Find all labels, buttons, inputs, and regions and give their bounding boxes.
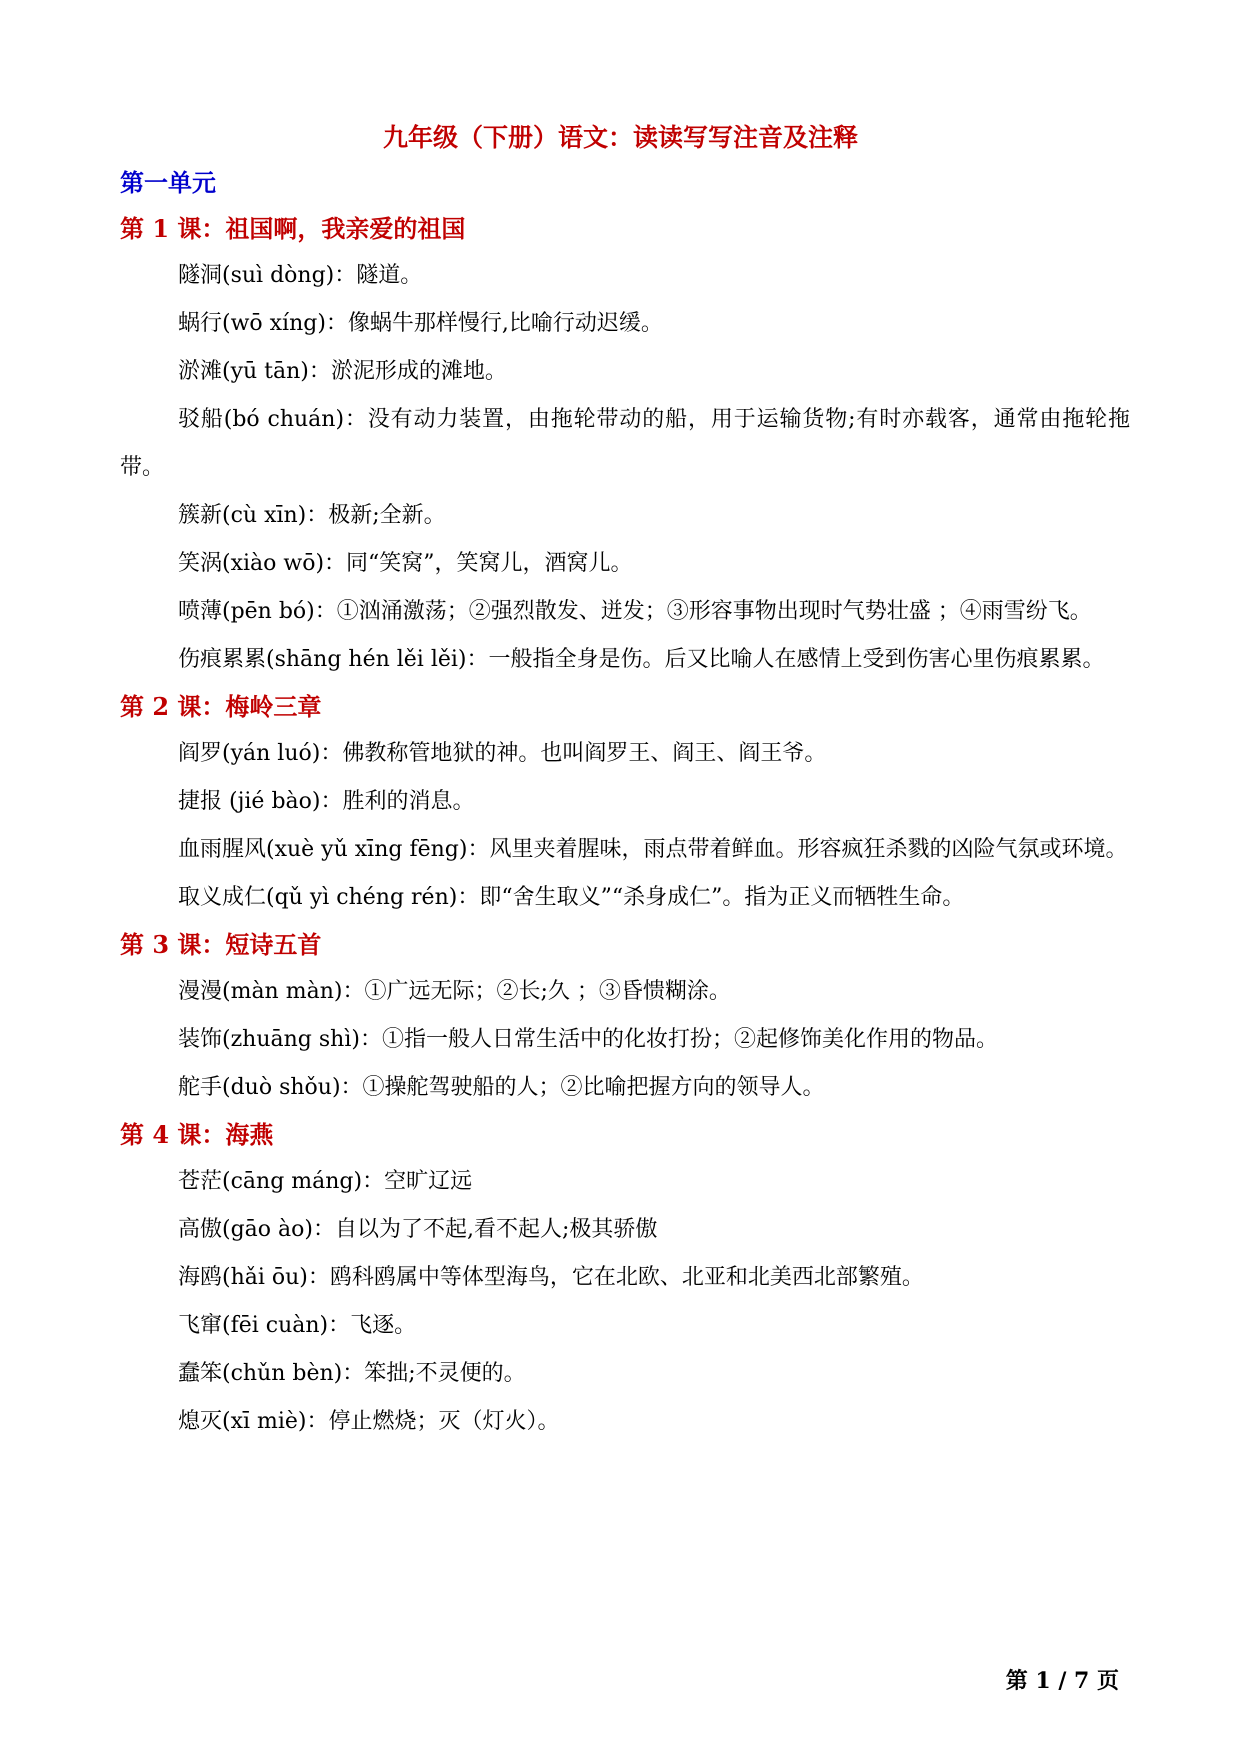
vocab-entry: 驳船(bó chuán)：没有动力装置，由拖轮带动的船，用于运输货物;有时亦载客，通常由拖轮拖带。 bbox=[120, 407, 1130, 480]
lesson-4-heading: 第 4 课：海燕 bbox=[120, 1120, 274, 1149]
vocab-entry: 阎罗(yán luó)：佛教称管地狱的神。也叫阎罗王、阎王、阎王爷。 bbox=[178, 741, 827, 766]
vocab-entry: 舵手(duò shǒu)：①操舵驾驶船的人；②比喻把握方向的领导人。 bbox=[178, 1075, 825, 1100]
vocab-entry: 蜗行(wō xíng)：像蜗牛那样慢行,比喻行动迟缓。 bbox=[178, 311, 663, 336]
lesson-3-heading: 第 3 课：短诗五首 bbox=[120, 930, 322, 959]
vocab-entry: 喷薄(pēn bó)：①汹涌激荡；②强烈散发、迸发；③形容事物出现时气势壮盛 ；④雨雪纷飞。 bbox=[178, 599, 1092, 624]
lesson-1-heading: 第 1 课：祖国啊，我亲爱的祖国 bbox=[120, 214, 466, 243]
vocab-entry: 飞窜(fēi cuàn)：飞逐。 bbox=[178, 1313, 417, 1338]
vocab-entry: 蠢笨(chǔn bèn)：笨拙;不灵便的。 bbox=[178, 1361, 526, 1386]
page-number: 第 1 / 7 页 bbox=[1005, 1668, 1119, 1694]
unit-heading: 第一单元 bbox=[120, 168, 216, 197]
vocab-entry: 取义成仁(qǔ yì chéng rén)：即“舍生取义”“杀身成仁”。指为正义而牺牲生命。 bbox=[178, 885, 965, 910]
vocab-entry: 簇新(cù xīn)：极新;全新。 bbox=[178, 503, 446, 528]
vocab-entry: 血雨腥风(xuè yǔ xīng fēng)：风里夹着腥味，雨点带着鲜血。形容疯狂杀戮的凶险气氛或环境。 bbox=[178, 837, 1128, 862]
vocab-entry: 淤滩(yū tān)：淤泥形成的滩地。 bbox=[178, 359, 507, 384]
vocab-entry: 笑涡(xiào wō)：同“笑窝”，笑窝儿，酒窝儿。 bbox=[178, 551, 633, 576]
vocab-entry: 海鸥(hǎi ōu)：鸥科鸥属中等体型海鸟，它在北欧、北亚和北美西北部繁殖。 bbox=[178, 1265, 924, 1290]
vocab-entry: 隧洞(suì dòng)：隧道。 bbox=[178, 263, 423, 288]
lesson-2-heading: 第 2 课：梅岭三章 bbox=[120, 692, 322, 721]
vocab-entry: 伤痕累累(shāng hén lěi lěi)：一般指全身是伤。后又比喻人在感情上受到伤害心里伤痕累累。 bbox=[178, 647, 1105, 672]
document-body bbox=[120, 160, 1130, 1446]
vocab-entry: 装饰(zhuāng shì)：①指一般人日常生活中的化妆打扮；②起修饰美化作用的物品。 bbox=[178, 1027, 998, 1052]
vocab-entry: 熄灭(xī miè)：停止燃烧；灭（灯火）。 bbox=[178, 1409, 560, 1434]
document-title: 九年级（下册）语文：读读写写注音及注释 bbox=[382, 123, 858, 152]
vocab-entry: 漫漫(màn màn)：①广远无际；②长;久 ；③昏愦糊涂。 bbox=[178, 979, 731, 1004]
vocab-entry: 高傲(gāo ào)：自以为了不起,看不起人;极其骄傲 bbox=[178, 1217, 658, 1242]
vocab-entry: 捷报 (jié bào)：胜利的消息。 bbox=[178, 789, 475, 814]
vocab-entry: 苍茫(cāng máng)：空旷辽远 bbox=[178, 1169, 473, 1194]
